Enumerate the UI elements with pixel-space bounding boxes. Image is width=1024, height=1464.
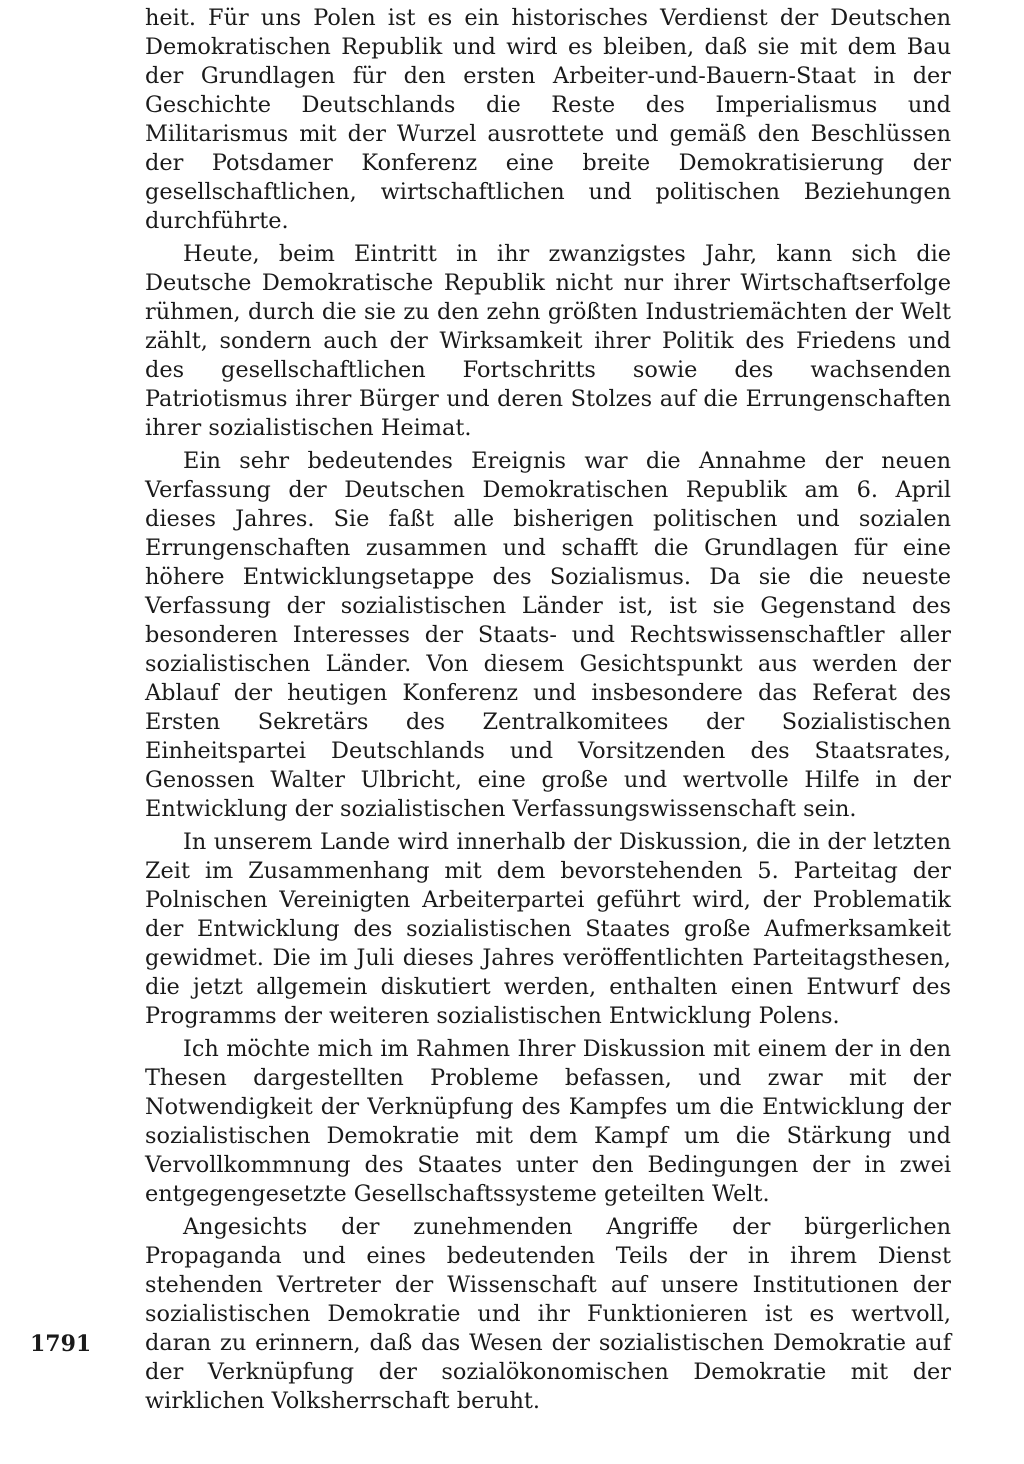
paragraph-2: Heute, beim Eintritt in ihr zwanzigstes Jahr, kann sich die Deutsche Demokratische Republik nicht nur ihrer Wirtschaftserfolge rühmen, durch die sie zu den zehn größten Industriemächten der Welt zählt, sondern auch der Wirksamkeit ihrer Politik des Friedens und des gesellschaftlichen Fortschritts sowie des wachsenden Patriotismus ihrer Bürger und deren Stolzes auf die Errungenschaften ihrer sozialistischen Heimat. (145, 241, 951, 441)
paragraph-4: In unserem Lande wird innerhalb der Diskussion, die in der letzten Zeit im Zusammenhang mit dem bevorstehenden 5. Parteitag der Polnischen Vereinigten Arbeiterpartei geführt wird, der Problematik der Entwicklung des sozialistischen Staates große Aufmerksamkeit gewidmet. Die im Juli dieses Jahres veröffentlichten Parteitagsthesen, die jetzt allgemein diskutiert werden, enthalten einen Entwurf des Programms der weiteren sozialistischen Entwicklung Polens. (145, 829, 951, 1029)
paragraph-5: Ich möchte mich im Rahmen Ihrer Diskussion mit einem der in den Thesen dargestellten Probleme befassen, und zwar mit der Notwendigkeit der Verknüpfung des Kampfes um die Entwicklung der sozialistischen Demokratie mit dem Kampf um die Stärkung und Vervollkommnung des Staates unter den Bedingungen der in zwei entgegengesetzte Gesellschaftssysteme geteilten Welt. (145, 1036, 951, 1207)
paragraph-6: Angesichts der zunehmenden Angriffe der bürgerlichen Propaganda und eines bedeutenden Teils der in ihrem Dienst stehenden Vertreter der Wissenschaft auf unsere Institutionen der sozialistischen Demokratie und ihr Funktionieren ist es wertvoll, daran zu erinnern, daß das Wesen der sozialistischen Demokratie auf der Verknüpfung der sozialökonomischen Demokratie mit der wirklichen Volksherrschaft beruht. (145, 1214, 951, 1414)
body-text (145, 4, 951, 1420)
paragraph-3: Ein sehr bedeutendes Ereignis war die Annahme der neuen Verfassung der Deutschen Demokratischen Republik am 6. April dieses Jahres. Sie faßt alle bisherigen politischen und sozialen Errungenschaften zusammen und schafft die Grundlagen für eine höhere Entwicklungsetappe des Sozialismus. Da sie die neueste Verfassung der sozialistischen Länder ist, ist sie Gegenstand des besonderen Interesses der Staats- und Rechtswissenschaftler aller sozialistischen Länder. Von diesem Gesichtspunkt aus werden der Ablauf der heutigen Konferenz und insbesondere das Referat des Ersten Sekretärs des Zentralkomitees der Sozialistischen Einheitspartei Deutschlands und Vorsitzenden des Staatsrates, Genossen Walter Ulbricht, eine große und wertvolle Hilfe in der Entwicklung der sozialistischen Verfassungswissenschaft sein. (145, 448, 951, 822)
page-number: 1791 (30, 1331, 92, 1357)
paragraph-1: heit. Für uns Polen ist es ein historisches Verdienst der Deutschen Demokratischen Republik und wird es bleiben, daß sie mit dem Bau der Grundlagen für den ersten Arbeiter-und-Bauern-Staat in der Geschichte Deutschlands die Reste des Imperialismus und Militarismus mit der Wurzel ausrottete und gemäß den Beschlüssen der Potsdamer Konferenz eine breite Demokratisierung der gesellschaftlichen, wirtschaftlichen und politischen Beziehungen durchführte. (145, 5, 951, 234)
